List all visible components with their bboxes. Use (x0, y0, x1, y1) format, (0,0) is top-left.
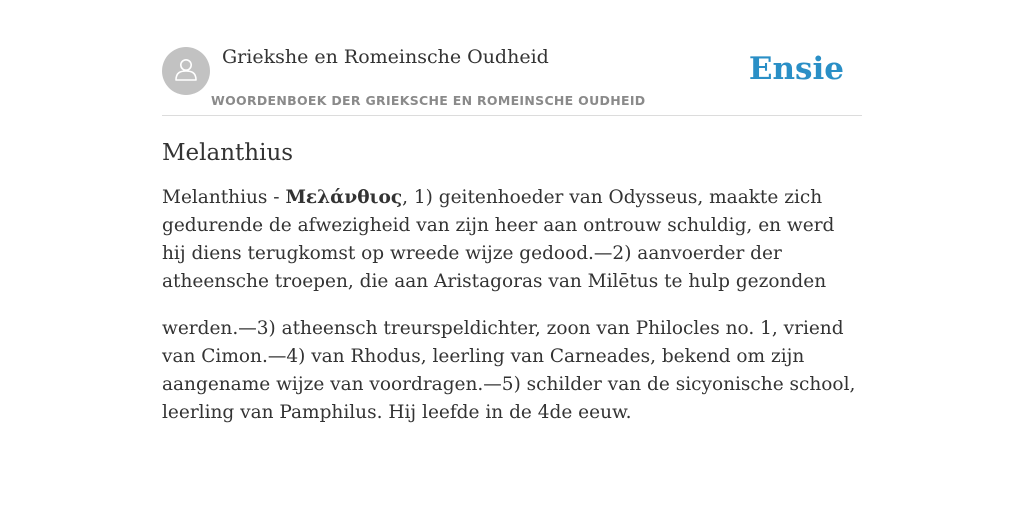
source-subtitle: WOORDENBOEK DER GRIEKSCHE EN ROMEINSCHE OUDHEID (211, 93, 646, 108)
entry-card (162, 40, 862, 427)
source-title[interactable]: Griekshe en Romeinsche Oudheid (222, 46, 549, 68)
entry-paragraph-1 (162, 184, 862, 296)
greek-term: Μελάνθιος (285, 187, 403, 208)
entry-paragraph-2: werden.—3) atheensch treurspeldichter, zoon van Philocles no. 1, vriend van Cimon.—4) van Rhodus, leerling van Carneades, bekend om zijn aangename wijze van voordragen.—5) schilder van de sicyonische school, leerling van Pamphilus. Hij leefde in de 4de eeuw. (162, 318, 856, 423)
source-header (162, 40, 862, 116)
user-icon (172, 55, 200, 88)
entry-lead: Melanthius - (162, 187, 286, 208)
entry-title: Melanthius (162, 140, 294, 166)
entry-text: , 1) geitenhoeder van Odysseus, maakte zich gedurende de afwezigheid van zijn heer aan ontrouw schuldig, en werd hij diens terugkomst op wreede wijze gedood.—2) aanvoerder der atheensche troepen, die aan Aristagoras van Milētus te hulp gezonden (162, 187, 835, 292)
source-avatar[interactable] (162, 47, 210, 95)
ensie-logo-link[interactable]: Ensie (748, 51, 844, 87)
